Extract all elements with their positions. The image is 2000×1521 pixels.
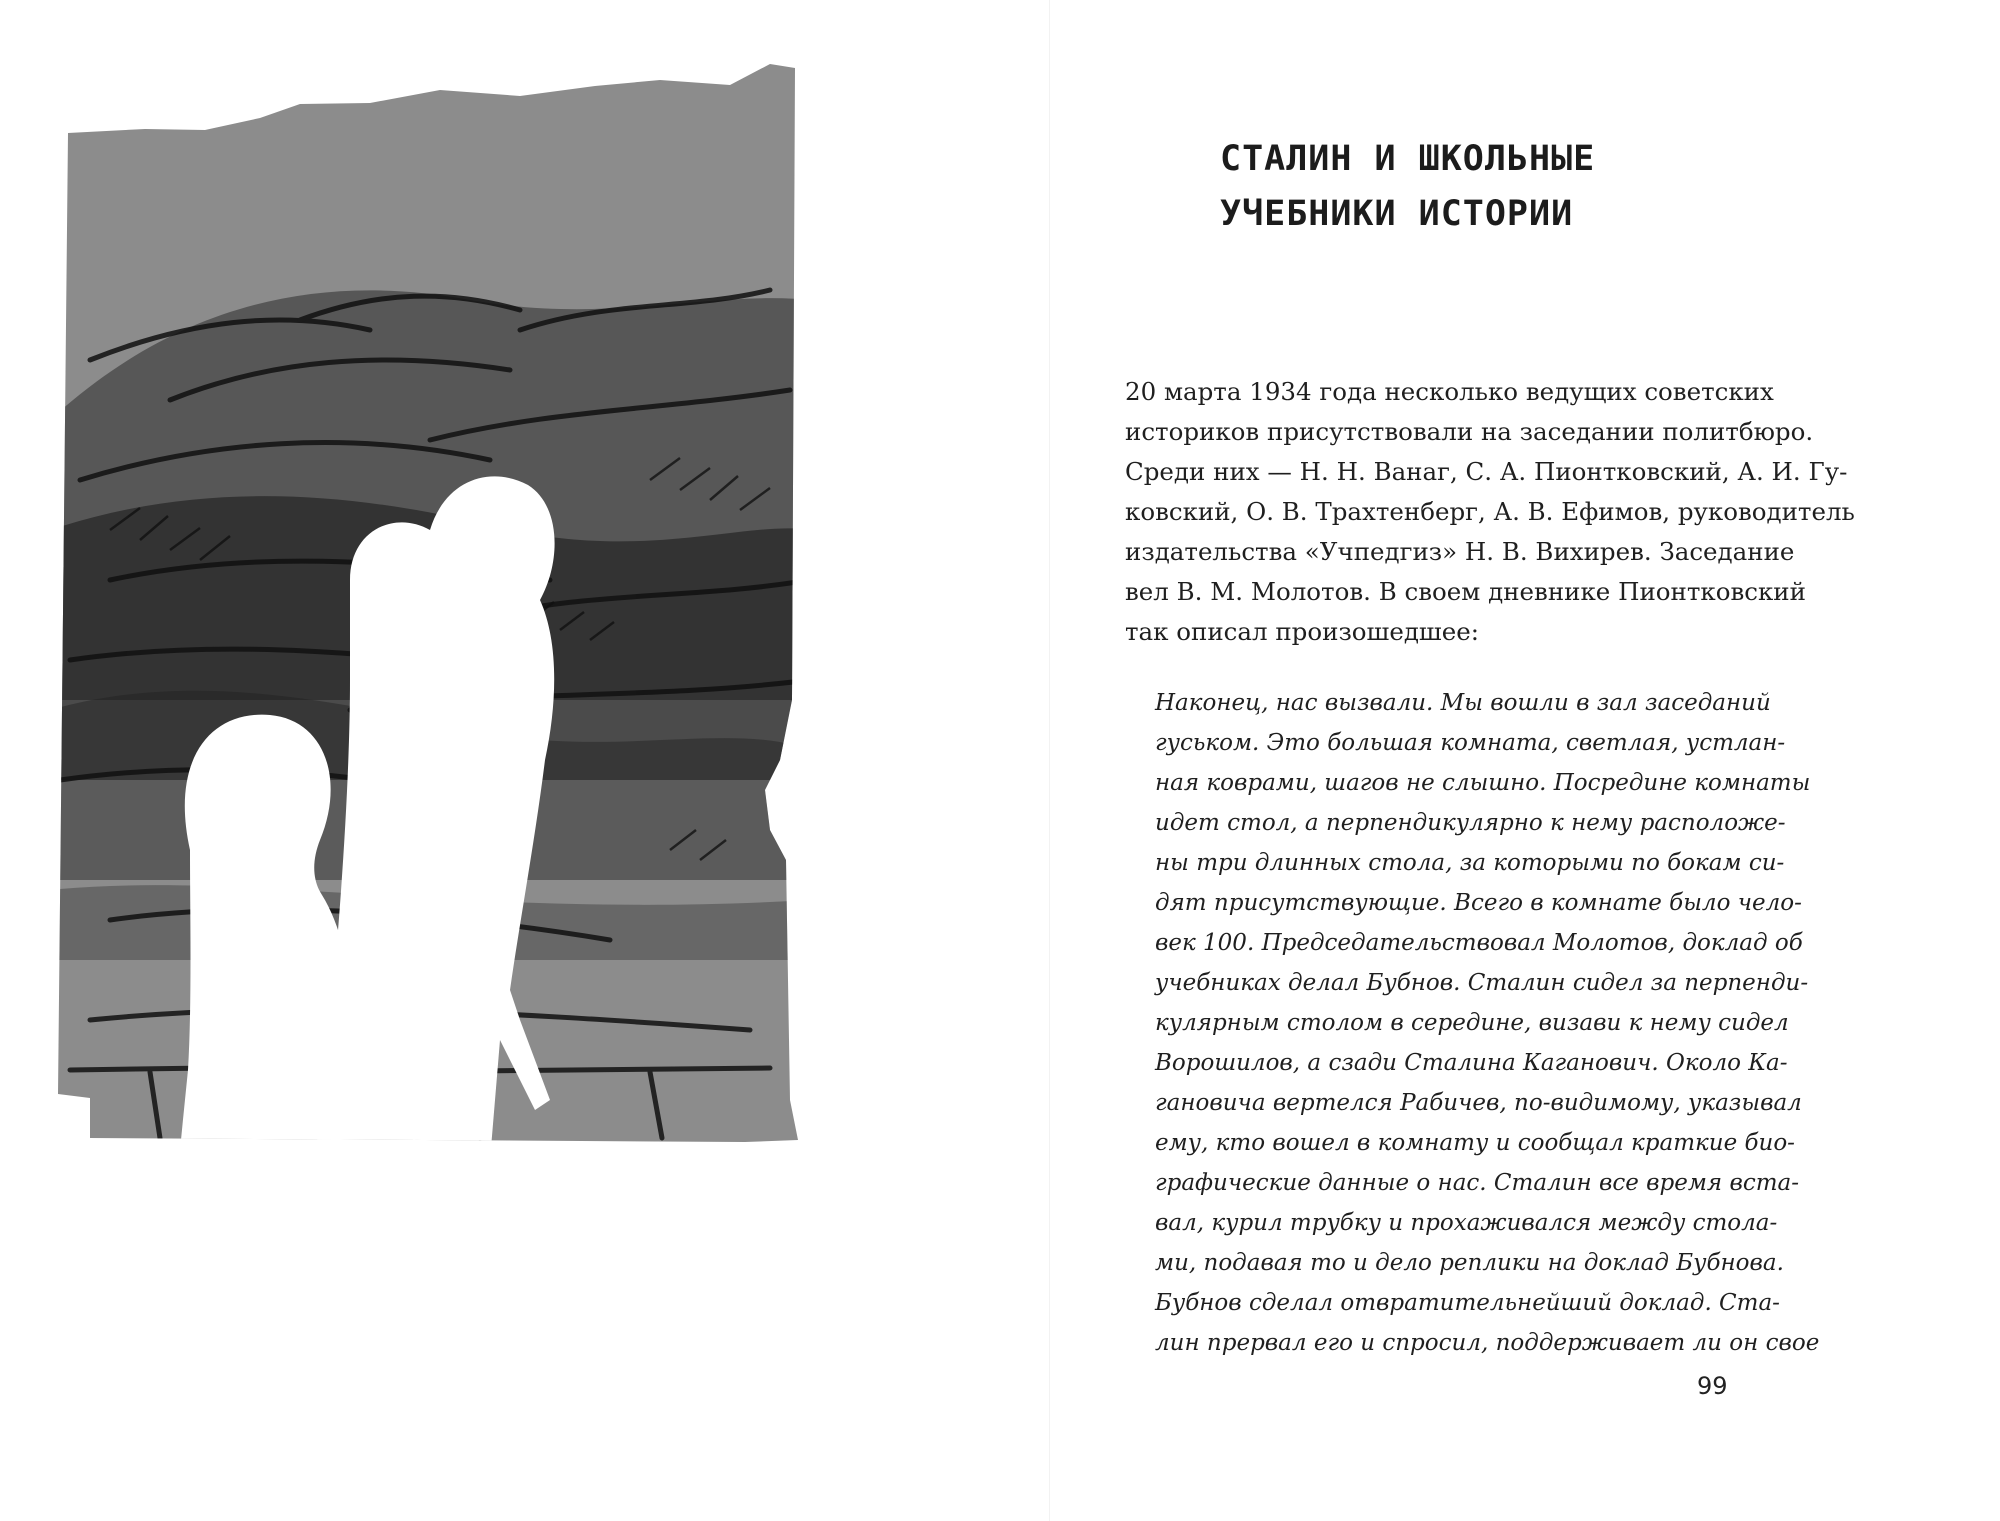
chapter-title-line: СТАЛИН И ШКОЛЬНЫЕ: [1220, 139, 1596, 179]
quote-line: ны три длинных стола, за которыми по бокам си-: [1155, 850, 1785, 876]
quote-line: гановича вертелся Рабичев, по-видимому, указывал: [1155, 1090, 1802, 1116]
quote-line: гуськом. Это большая комната, светлая, устлан-: [1155, 730, 1786, 756]
text-line: вел В. М. Молотов. В своем дневнике Пионтковский: [1125, 577, 1806, 606]
quote-line: ная коврами, шагов не слышно. Посредине комнаты: [1155, 770, 1811, 796]
chapter-title: [1220, 132, 1800, 242]
quote-line: идет стол, а перпендикулярно к нему расположе-: [1155, 810, 1786, 836]
text-line: так описал произошедшее:: [1125, 617, 1479, 646]
chapter-title-line: УЧЕБНИКИ ИСТОРИИ: [1220, 194, 1574, 234]
quote-line: Бубнов сделал отвратительнейший доклад. Ста-: [1155, 1290, 1780, 1316]
text-line: историков присутствовали на заседании политбюро.: [1125, 417, 1814, 446]
quote-line: Ворошилов, а сзади Сталина Каганович. Около Ка-: [1155, 1050, 1788, 1076]
quote-line: учебниках делал Бубнов. Сталин сидел за перпенди-: [1155, 970, 1809, 996]
quote-line: лин прервал его и спросил, поддерживает ли он свое: [1155, 1330, 1820, 1356]
silhouette-illustration: [50, 60, 930, 1485]
quote-line: вал, курил трубку и прохаживался между стола-: [1155, 1210, 1778, 1236]
intro-paragraph: [1125, 372, 1895, 652]
right-page: [1050, 0, 2000, 1521]
quote-line: дят присутствующие. Всего в комнате было чело-: [1155, 890, 1802, 916]
text-line: Среди них — Н. Н. Ванаг, С. А. Пионтковский, А. И. Гу-: [1125, 457, 1848, 486]
quote-line: кулярным столом в середине, визави к нему сидел: [1155, 1010, 1789, 1036]
quote-line: ми, подавая то и дело реплики на доклад Бубнова.: [1155, 1250, 1784, 1276]
quote-line: графические данные о нас. Сталин все время вста-: [1155, 1170, 1800, 1196]
quote-line: Наконец, нас вызвали. Мы вошли в зал заседаний: [1155, 690, 1771, 716]
text-line: ковский, О. В. Трахтенберг, А. В. Ефимов, руководитель: [1125, 497, 1855, 526]
text-line: издательства «Учпедгиз» Н. В. Вихирев. Заседание: [1125, 537, 1795, 566]
text-line: 20 марта 1934 года несколько ведущих советских: [1125, 377, 1774, 406]
diary-quote: [1155, 683, 1895, 1363]
quote-line: ему, кто вошел в комнату и сообщал краткие био-: [1155, 1130, 1795, 1156]
page-number: 99: [1697, 1372, 1728, 1400]
quote-line: век 100. Председательствовал Молотов, доклад об: [1155, 930, 1803, 956]
